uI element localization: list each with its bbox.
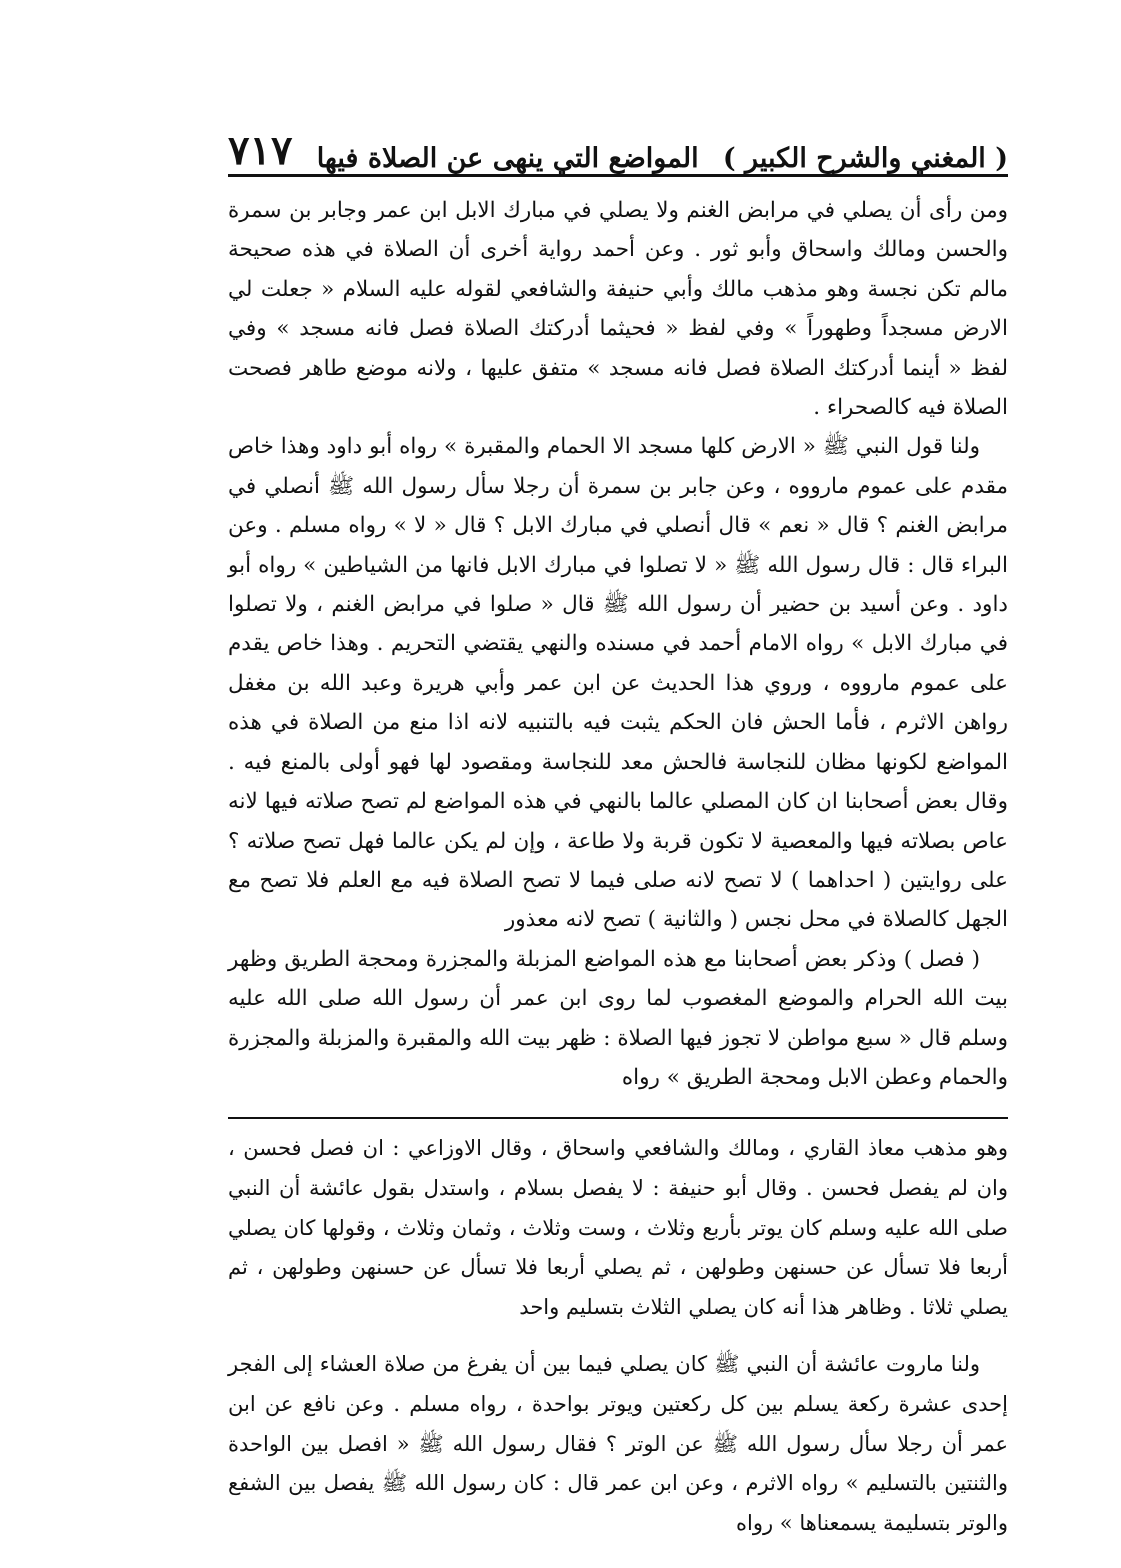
footnote-text xyxy=(228,1129,1008,1543)
main-paragraph: ومن رأى أن يصلي في مرابض الغنم ولا يصلي في مبارك الابل ابن عمر وجابر بن سمرة والحسن ومالك واسحاق وأبو ثور . وعن أحمد رواية أخرى أن الصلاة في هذه صحيحة مالم تكن نجسة وهو مذهب مالك وأبي حنيفة والشافعي لقوله عليه السلام « جعلت لي الارض مسجداً وطهوراً » وفي لفظ « فحيثما أدركتك الصلاة فصل فانه مسجد » وفي لفظ « أينما أدركتك الصلاة فصل فانه مسجد » متفق عليها ، ولانه موضع طاهر فصحت الصلاة فيه كالصحراء . xyxy=(228,198,1008,421)
page-number: ٧١٧ xyxy=(228,127,293,174)
main-paragraph: ولنا قول النبي ﷺ « الارض كلها مسجد الا الحمام والمقبرة » رواه أبو داود وهذا خاص مقدم على عموم مارووه ، وعن جابر بن سمرة أن رجلا سأل رسول الله ﷺ أنصلي في مرابض الغنم ؟ قال « نعم » قال أنصلي في مبارك الابل ؟ قال « لا » رواه مسلم . وعن البراء قال : قال رسول الله ﷺ « لا تصلوا في مبارك الابل فانها من الشياطين » رواه أبو داود . وعن أسيد بن حضير أن رسول الله ﷺ قال « صلوا في مرابض الغنم ، ولا تصلوا في مبارك الابل » رواه الامام أحمد في مسنده والنهي يقتضي التحريم . وهذا خاص يقدم على عموم مارووه ، وروي هذا الحديث عن ابن عمر وأبي هريرة وعبد الله بن مغفل رواهن الاثرم ، فأما الحش فان الحكم يثبت فيه بالتنبيه لانه اذا منع من الصلاة في هذه المواضع لكونها مظان للنجاسة فالحش معد للنجاسة ومقصود لها فهو أولى بالمنع فيه . وقال بعض أصحابنا ان كان المصلي عالما بالنهي في هذه المواضع لم تصح صلاته فيها لانه عاص بصلاته فيها والمعصية لا تكون قربة ولا طاعة ، وإن لم يكن عالما فهل تصح صلاته ؟ على روايتين ( احداهما ) لا تصح لانه صلى فيما لا تصح الصلاة فيه مع العلم فلا تصح مع الجهل كالصلاة في محل نجس ( والثانية ) تصح لانه معذور xyxy=(228,434,1008,933)
book-title: ( المغني والشرح الكبير ) xyxy=(722,143,1008,174)
running-header xyxy=(228,120,1008,177)
book-page xyxy=(228,120,1008,1543)
footnote-paragraph: ولنا ماروت عائشة أن النبي ﷺ كان يصلي فيما بين أن يفرغ من صلاة العشاء إلى الفجر إحدى عشرة ركعة يسلم بين كل ركعتين ويوتر بواحدة ، رواه مسلم . وعن نافع عن ابن عمر أن رجلا سأل رسول الله ﷺ عن الوتر ؟ فقال رسول الله ﷺ « افصل بين الواحدة والثنتين بالتسليم » رواه الاثرم ، وعن ابن عمر قال : كان رسول الله ﷺ يفصل بين الشفع والوتر بتسليمة يسمعناها » رواه xyxy=(228,1352,1008,1535)
main-paragraph: ( فصل ) وذكر بعض أصحابنا مع هذه المواضع المزبلة والمجزرة ومحجة الطريق وظهر بيت الله الحرام والموضع المغصوب لما روى ابن عمر أن رسول الله صلى الله عليه وسلم قال « سبع مواطن لا تجوز فيها الصلاة : ظهر بيت الله والمقبرة والمزبلة والمجزرة والحمام وعطن الابل ومحجة الطريق » رواه xyxy=(228,946,1008,1090)
main-text xyxy=(228,191,1008,1097)
footnote-paragraph: وهو مذهب معاذ القاري ، ومالك والشافعي واسحاق ، وقال الاوزاعي : ان فصل فحسن ، وان لم يفصل فحسن . وقال أبو حنيفة : لا يفصل بسلام ، واستدل بقول عائشة أن النبي صلى الله عليه وسلم كان يوتر بأربع وثلاث ، وست وثلاث ، وثمان وثلاث ، وقولها كان يصلي أربعا فلا تسأل عن حسنهن وطولهن ، ثم يصلي أربعا فلا تسأل عن حسنهن وطولهن ، ثم يصلي ثلاثا . وظاهر هذا أنه كان يصلي الثلاث بتسليم واحد xyxy=(228,1136,1008,1319)
footnote-divider xyxy=(228,1117,1008,1119)
section-title: المواضع التي ينهى عن الصلاة فيها xyxy=(316,143,699,174)
